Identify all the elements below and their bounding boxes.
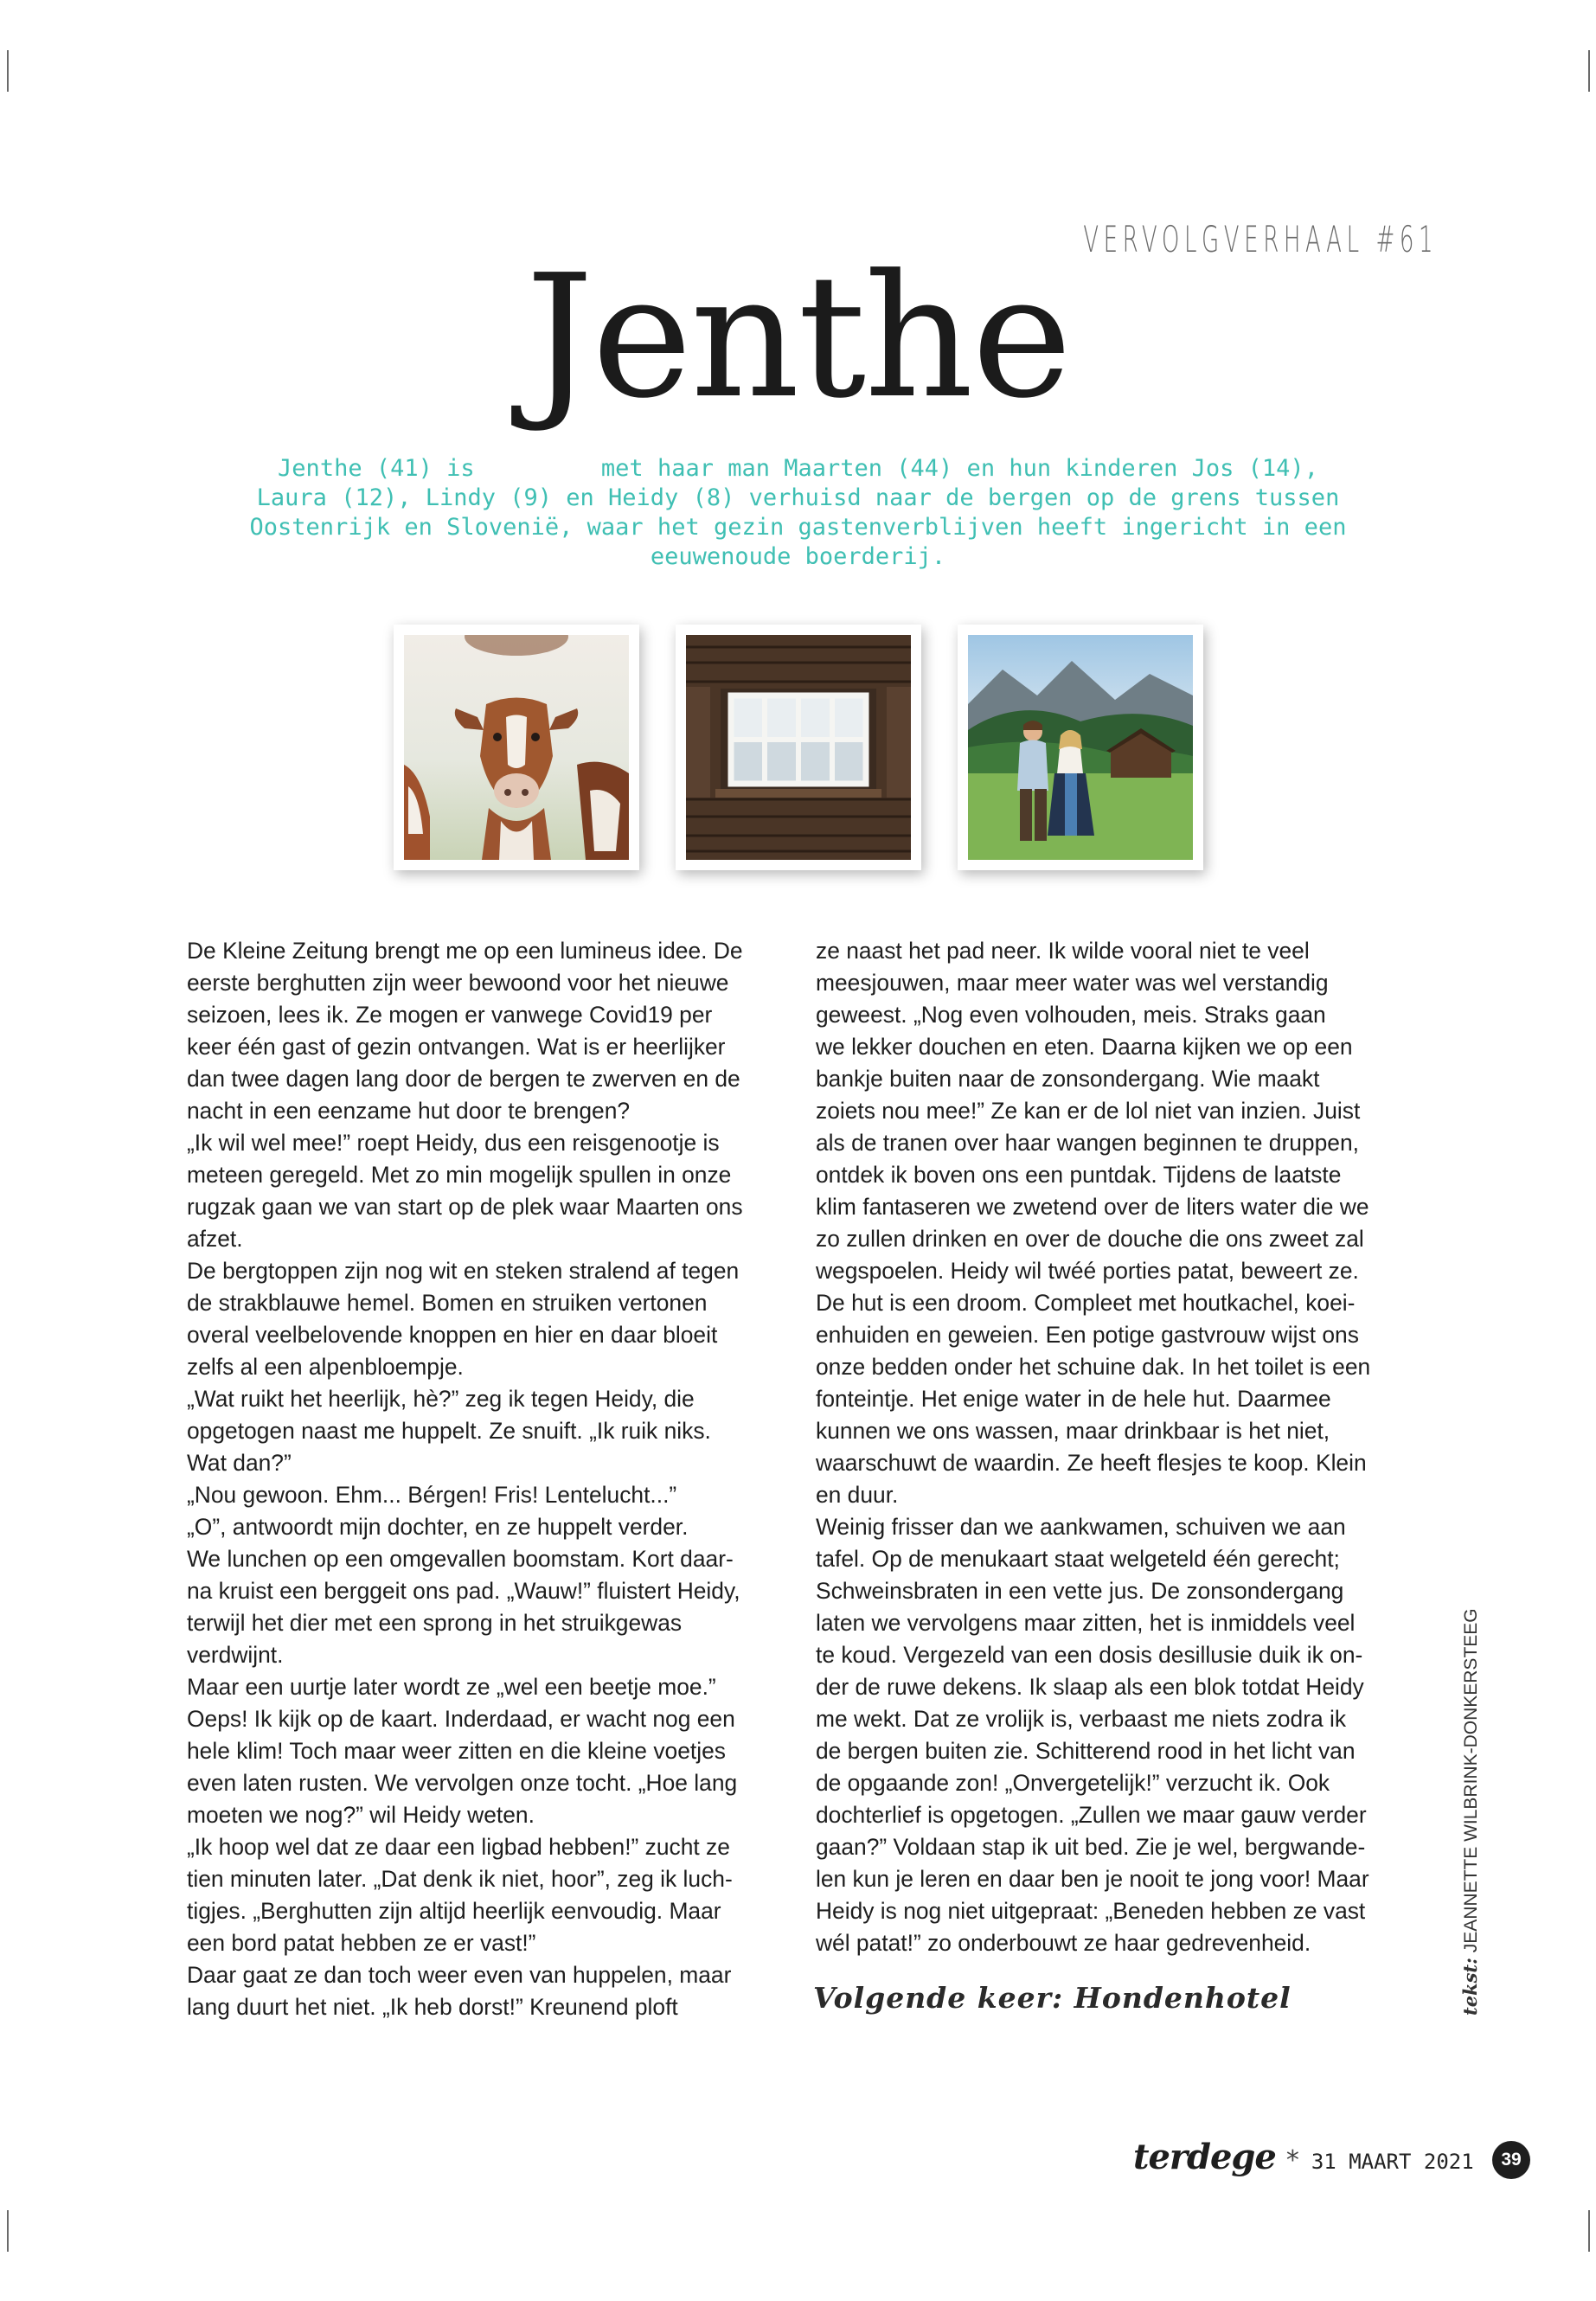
article-line: afzet. — [187, 1226, 243, 1252]
separator-icon: * — [1285, 2145, 1299, 2176]
article-line: We lunchen op een omgevallen boomstam. Kort daar- — [187, 1546, 734, 1572]
article-line: dan twee dagen lang door de bergen te zwerven en de — [187, 1066, 740, 1092]
article-line: moeten we nog?” wil Heidy weten. — [187, 1802, 535, 1828]
article-line: en duur. — [816, 1482, 899, 1508]
article-line: te koud. Vergezeld van een dosis desillusie duik ik on- — [816, 1642, 1363, 1668]
magazine-brand: terdege — [1133, 2137, 1276, 2177]
article-line: de bergen buiten zie. Schitterend rood in het licht van — [816, 1738, 1356, 1764]
article-column-right — [816, 935, 1421, 1959]
article-line: de opgaande zon! „Onvergetelijk!” verzucht ik. Ook — [816, 1770, 1330, 1796]
crop-mark — [1588, 50, 1590, 92]
article-line: overal veelbelovende knoppen en hier en daar bloeit — [187, 1322, 718, 1348]
article-line: even laten rusten. We vervolgen onze tocht. „Hoe lang — [187, 1770, 738, 1796]
article-line: hele klim! Toch maar weer zitten en die kleine voetjes — [187, 1738, 726, 1764]
intro-line: Laura (12), Lindy (9) en Heidy (8) verhuisd naar de bergen op de grens tussen — [256, 484, 1340, 511]
page-footer — [1133, 2137, 1474, 2177]
article-line: we lekker douchen en eten. Daarna kijken we op een — [816, 1034, 1353, 1060]
cabin-window-photo — [676, 625, 921, 870]
article-line: De hut is een droom. Compleet met houtkachel, koei- — [816, 1290, 1356, 1316]
article-line: me wekt. Dat ze vrolijk is, verbaast me niets zodra ik — [816, 1706, 1347, 1732]
article-line: zelfs al een alpenbloempje. — [187, 1354, 464, 1380]
intro-line: Oostenrijk en Slovenië, waar het gezin gastenverblijven heeft ingericht in een — [249, 514, 1347, 541]
intro-text — [234, 454, 1362, 572]
article-line: tigjes. „Berghutten zijn altijd heerlijk eenvoudig. Maar — [187, 1898, 721, 1924]
article-line: na kruist een berggeit ons pad. „Wauw!” fluistert Heidy, — [187, 1578, 740, 1604]
article-line: kunnen we ons wassen, maar drinkbaar is het niet, — [816, 1418, 1330, 1444]
article-line: „Ik wil wel mee!” roept Heidy, dus een reisgenootje is — [187, 1130, 720, 1156]
article-line: opgetogen naast me huppelt. Ze snuift. „Ik ruik niks. — [187, 1418, 711, 1444]
article-line: Schweinsbraten in een vette jus. De zonsondergang — [816, 1578, 1344, 1604]
article-line: „Ik hoop wel dat ze daar een ligbad hebben!” zucht ze — [187, 1834, 730, 1860]
crop-mark — [7, 50, 9, 92]
article-line: fonteintje. Het enige water in de hele hut. Daarmee — [816, 1386, 1331, 1412]
article-line: rugzak gaan we van start op de plek waar Maarten ons — [187, 1194, 743, 1220]
article-line: zo zullen drinken en over de douche die ons zweet zal — [816, 1226, 1364, 1252]
article-line: Heidy is nog niet uitgepraat: „Beneden hebben ze vast — [816, 1898, 1366, 1924]
article-line: Maar een uurtje later wordt ze „wel een beetje moe.” — [187, 1674, 716, 1700]
credit-author: JEANNETTE WILBRINK-DONKERSTEEG — [1461, 1608, 1481, 1953]
article-line: De bergtoppen zijn nog wit en steken stralend af tegen — [187, 1258, 740, 1284]
article-line: ontdek ik boven ons een puntdak. Tijdens de laatste — [816, 1162, 1342, 1188]
article-line: enhuiden en geweien. Een potige gastvrouw wijst ons — [816, 1322, 1359, 1348]
cow-photo — [394, 625, 639, 870]
article-line: onze bedden onder het schuine dak. In het toilet is een — [816, 1354, 1371, 1380]
couple-in-mountains-photo — [958, 625, 1203, 870]
article-line: Daar gaat ze dan toch weer even van huppelen, maar — [187, 1962, 732, 1988]
series-label: VERVOLGVERHAAL #61 — [1083, 218, 1438, 260]
page-title: Jenthe — [525, 239, 1071, 436]
article-line: verdwijnt. — [187, 1642, 284, 1668]
article-line: meteen geregeld. Met zo min mogelijk spullen in onze — [187, 1162, 732, 1188]
article-line: eerste berghutten zijn weer bewoond voor het nieuwe — [187, 970, 729, 996]
article-line: waarschuwt de waardin. Ze heeft flesjes te koop. Klein — [816, 1450, 1367, 1476]
crop-mark — [7, 2210, 9, 2252]
article-line: als de tranen over haar wangen beginnen te druppen, — [816, 1130, 1359, 1156]
intro-line: Jenthe (41) is met haar man Maarten (44) en hun kinderen Jos (14), — [278, 455, 1318, 482]
article-line: geweest. „Nog even volhouden, meis. Straks gaan — [816, 1002, 1326, 1028]
article-line: keer één gast of gezin ontvangen. Wat is er heerlijker — [187, 1034, 726, 1060]
article-line: „Nou gewoon. Ehm... Bérgen! Fris! Lentelucht...” — [187, 1482, 677, 1508]
article-line: zoiets nou mee!” Ze kan er de lol niet van inzien. Juist — [816, 1098, 1361, 1124]
article-line: klim fantaseren we zwetend over de liters water die we — [816, 1194, 1369, 1220]
article-line: terwijl het dier met een sprong in het struikgewas — [187, 1610, 683, 1636]
article-line: De Kleine Zeitung brengt me op een lumineus idee. De — [187, 938, 743, 964]
article-line: seizoen, lees ik. Ze mogen er vanwege Covid19 per — [187, 1002, 713, 1028]
article-line: laten we vervolgens maar zitten, het is inmiddels veel — [816, 1610, 1356, 1636]
article-line: „O”, antwoordt mijn dochter, en ze huppelt verder. — [187, 1514, 689, 1540]
article-line: „Wat ruikt het heerlijk, hè?” zeg ik tegen Heidy, die — [187, 1386, 695, 1412]
article-line: nacht in een eenzame hut door te brengen? — [187, 1098, 631, 1124]
article-line: der de ruwe dekens. Ik slaap als een blok totdat Heidy — [816, 1674, 1364, 1700]
credit-label: tekst: — [1459, 1958, 1481, 2016]
crop-mark — [1588, 2210, 1590, 2252]
page-number: 39 — [1492, 2141, 1530, 2179]
article-line: gaan?” Voldaan stap ik uit bed. Zie je wel, bergwande- — [816, 1834, 1366, 1860]
article-column-left — [187, 935, 792, 2023]
issue-date: 31 MAART 2021 — [1311, 2150, 1474, 2174]
article-line: wegspoelen. Heidy wil twéé porties patat, beweert ze. — [816, 1258, 1359, 1284]
article-line: len kun je leren en daar ben je nooit te jong voor! Maar — [816, 1866, 1369, 1892]
article-line: wél patat!” zo onderbouwt ze haar gedrevenheid. — [816, 1930, 1311, 1956]
author-credit — [1459, 1608, 1482, 2016]
article-line: Oeps! Ik kijk op de kaart. Inderdaad, er wacht nog een — [187, 1706, 735, 1732]
article-line: Wat dan?” — [187, 1450, 292, 1476]
intro-line: eeuwenoude boerderij. — [650, 543, 946, 570]
article-line: tafel. Op de menukaart staat welgeteld één gerecht; — [816, 1546, 1340, 1572]
article-line: bankje buiten naar de zonsondergang. Wie maakt — [816, 1066, 1320, 1092]
article-line: lang duurt het niet. „Ik heb dorst!” Kreunend ploft — [187, 1994, 678, 2020]
article-line: ze naast het pad neer. Ik wilde vooral niet te veel — [816, 938, 1310, 964]
article-line: Weinig frisser dan we aankwamen, schuiven we aan — [816, 1514, 1346, 1540]
next-episode-teaser: Volgende keer: Hondenhotel — [813, 1981, 1292, 2015]
article-line: een bord patat hebben ze er vast!” — [187, 1930, 536, 1956]
article-line: de strakblauwe hemel. Bomen en struiken vertonen — [187, 1290, 708, 1316]
article-line: dochterlief is opgetogen. „Zullen we maar gauw verder — [816, 1802, 1367, 1828]
article-line: meesjouwen, maar meer water was wel verstandig — [816, 970, 1329, 996]
article-line: tien minuten later. „Dat denk ik niet, hoor”, zeg ik luch- — [187, 1866, 733, 1892]
